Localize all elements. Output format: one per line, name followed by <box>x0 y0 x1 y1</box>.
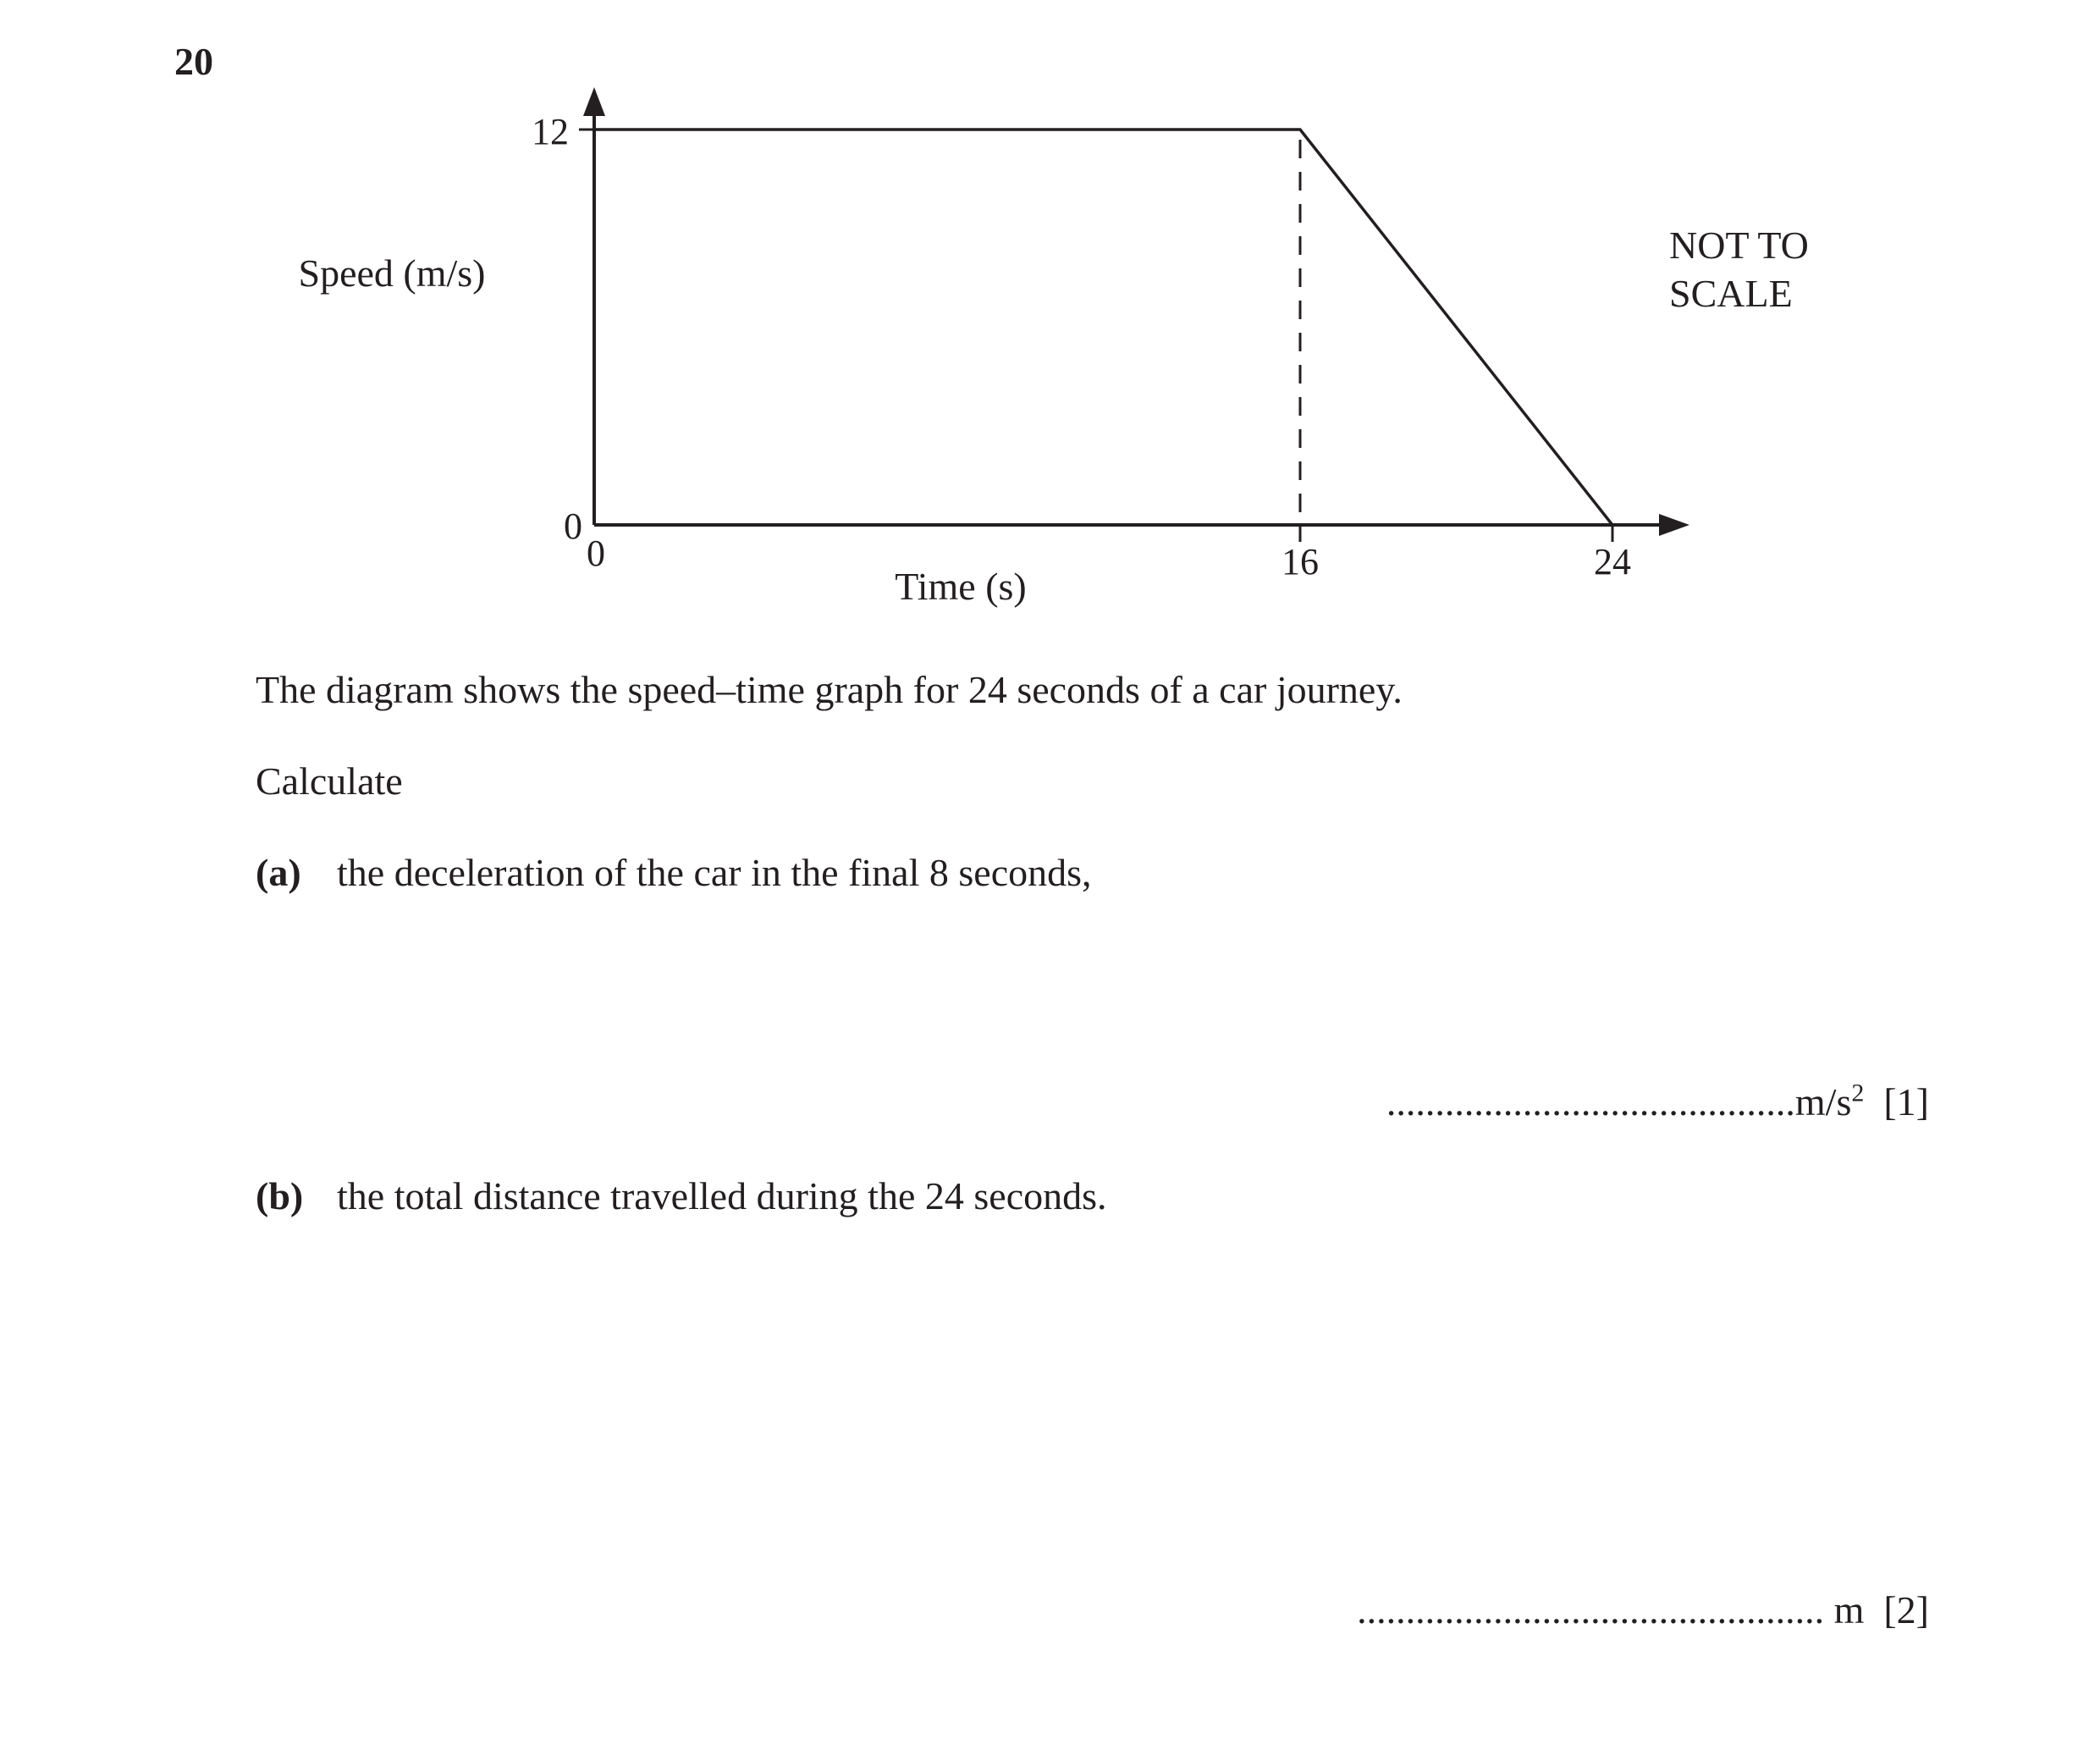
y-tick-label-12: 12 <box>532 111 569 152</box>
speed-time-graph <box>0 0 2100 643</box>
part-b-text: the total distance travelled during the 24 seconds. <box>337 1174 1107 1217</box>
answer-line-b <box>1357 1587 1929 1632</box>
calculate-text: Calculate <box>256 759 403 803</box>
not-to-scale-line2: SCALE <box>1669 272 1793 315</box>
x-axis-arrow <box>1659 514 1689 536</box>
speed-series-line <box>594 130 1612 525</box>
y-tick-label-0: 0 <box>564 505 582 547</box>
y-axis-label: Speed (m/s) <box>298 251 486 295</box>
answer-line-a <box>1386 1079 1929 1124</box>
x-tick-label-0: 0 <box>587 533 605 574</box>
part-b-label: (b) <box>256 1174 304 1217</box>
answer-a-unit-sup: 2 <box>1851 1079 1865 1107</box>
answer-b-unit: m <box>1833 1588 1865 1631</box>
part-a-label: (a) <box>256 851 301 894</box>
question-number: 20 <box>174 40 213 83</box>
intro-text: The diagram shows the speed–time graph for 24 seconds of a car journey. <box>256 668 1403 711</box>
answer-a-dots[interactable]: .......................................... <box>1386 1080 1795 1123</box>
y-axis-arrow <box>583 87 605 116</box>
x-axis-label: Time (s) <box>895 565 1027 608</box>
not-to-scale-line1: NOT TO <box>1669 224 1809 267</box>
answer-a-unit: m/s <box>1794 1080 1852 1123</box>
x-tick-label-24: 24 <box>1594 541 1631 582</box>
answer-b-marks: [2] <box>1883 1588 1929 1631</box>
x-tick-label-16: 16 <box>1281 541 1319 582</box>
answer-a-marks: [1] <box>1883 1080 1929 1123</box>
part-a-text: the deceleration of the car in the final 8 seconds, <box>337 851 1092 894</box>
answer-b-dots[interactable]: ................................................ <box>1357 1588 1825 1631</box>
